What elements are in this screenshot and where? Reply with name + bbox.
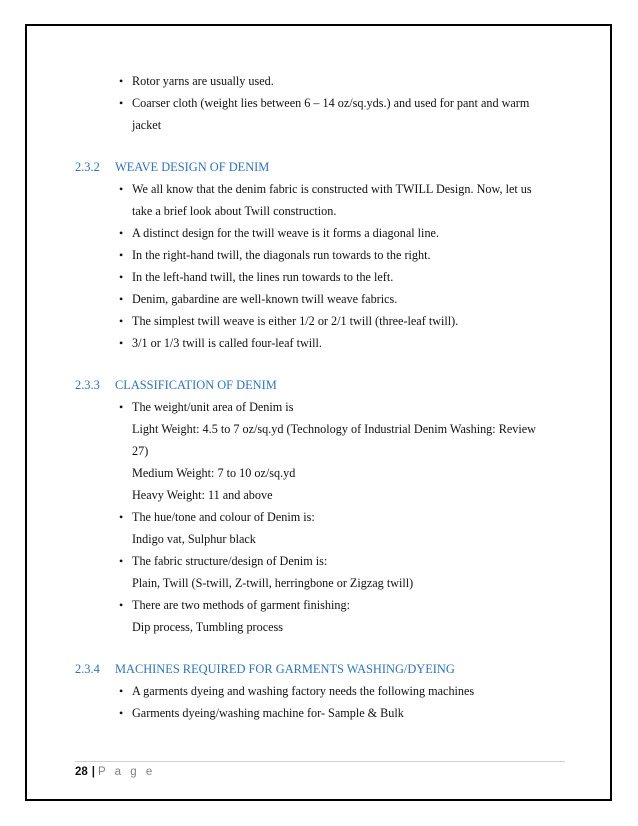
section-number: 2.3.3 [75, 378, 100, 392]
list-item-text: A distinct design for the twill weave is it forms a diagonal line. [132, 226, 439, 240]
footer-separator: | [91, 766, 96, 778]
bullet-icon: • [119, 336, 124, 350]
list-item-text: There are two methods of garment finishing: [132, 598, 350, 612]
section-heading [75, 156, 555, 178]
bullet-icon: • [119, 96, 124, 110]
document-body [75, 70, 555, 724]
list-item-text: Light Weight: 4.5 to 7 oz/sq.yd (Technology of Industrial Denim Washing: Review [132, 422, 536, 436]
bullet-icon: • [119, 292, 124, 306]
list-item [75, 70, 555, 92]
list-item-text: Rotor yarns are usually used. [132, 74, 274, 88]
list-item [75, 92, 555, 136]
list-item-text: Dip process, Tumbling process [132, 620, 283, 634]
list-item [75, 332, 555, 354]
section-2-3-2 [75, 156, 555, 354]
list-item-text: 3/1 or 1/3 twill is called four-leaf twill. [132, 336, 322, 350]
list-item-text: The fabric structure/design of Denim is: [132, 554, 328, 568]
list-item-text: We all know that the denim fabric is constructed with TWILL Design. Now, let us [132, 182, 532, 196]
list-item-text: A garments dyeing and washing factory needs the following machines [132, 684, 475, 698]
section-number: 2.3.2 [75, 160, 100, 174]
list-item [75, 288, 555, 310]
section-bullet-list [75, 178, 555, 354]
section-number: 2.3.4 [75, 662, 100, 676]
sections-container [75, 156, 555, 724]
bullet-icon: • [119, 226, 124, 240]
bullet-icon: • [119, 510, 124, 524]
section-bullet-list [75, 396, 555, 638]
bullet-icon: • [119, 314, 124, 328]
intro-bullet-list [75, 70, 555, 136]
section-title: MACHINES REQUIRED FOR GARMENTS WASHING/DYEING [115, 662, 455, 676]
list-item [75, 244, 555, 266]
bullet-icon: • [119, 182, 124, 196]
list-item-text: Indigo vat, Sulphur black [132, 532, 256, 546]
list-item-text: Heavy Weight: 11 and above [132, 488, 273, 502]
list-item-text: The hue/tone and colour of Denim is: [132, 510, 315, 524]
list-item-text: jacket [132, 118, 162, 132]
section-bullet-list [75, 680, 555, 724]
page-number: 28 [75, 766, 88, 778]
bullet-icon: • [119, 400, 124, 414]
bullet-icon: • [119, 598, 124, 612]
section-title: WEAVE DESIGN OF DENIM [115, 160, 270, 174]
bullet-icon: • [119, 684, 124, 698]
bullet-icon: • [119, 554, 124, 568]
page-label: P a g e [98, 766, 156, 778]
list-item-text: In the right-hand twill, the diagonals run towards to the right. [132, 248, 431, 262]
list-item-text: The weight/unit area of Denim is [132, 400, 294, 414]
list-item [75, 680, 555, 702]
list-item [75, 178, 555, 222]
list-item-text: The simplest twill weave is either 1/2 or 2/1 twill (three-leaf twill). [132, 314, 459, 328]
section-heading [75, 374, 555, 396]
page-footer [75, 764, 155, 780]
list-item [75, 550, 555, 594]
list-item-text: Medium Weight: 7 to 10 oz/sq.yd [132, 466, 296, 480]
list-item [75, 266, 555, 288]
list-item [75, 594, 555, 638]
bullet-icon: • [119, 706, 124, 720]
list-item [75, 222, 555, 244]
section-2-3-4 [75, 658, 555, 724]
section-title: CLASSIFICATION OF DENIM [115, 378, 277, 392]
list-item-text: 27) [132, 444, 149, 458]
footer-divider [75, 761, 565, 762]
list-item [75, 396, 555, 506]
section-2-3-3 [75, 374, 555, 638]
bullet-icon: • [119, 74, 124, 88]
list-item-text: Coarser cloth (weight lies between 6 – 14 oz/sq.yds.) and used for pant and warm [132, 96, 530, 110]
bullet-icon: • [119, 270, 124, 284]
list-item-text: Plain, Twill (S-twill, Z-twill, herringbone or Zigzag twill) [132, 576, 414, 590]
list-item [75, 310, 555, 332]
section-heading [75, 658, 555, 680]
list-item [75, 506, 555, 550]
list-item-text: In the left-hand twill, the lines run towards to the left. [132, 270, 394, 284]
list-item [75, 702, 555, 724]
list-item-text: take a brief look about Twill construction. [132, 204, 337, 218]
bullet-icon: • [119, 248, 124, 262]
list-item-text: Garments dyeing/washing machine for- Sample & Bulk [132, 706, 404, 720]
list-item-text: Denim, gabardine are well-known twill weave fabrics. [132, 292, 398, 306]
